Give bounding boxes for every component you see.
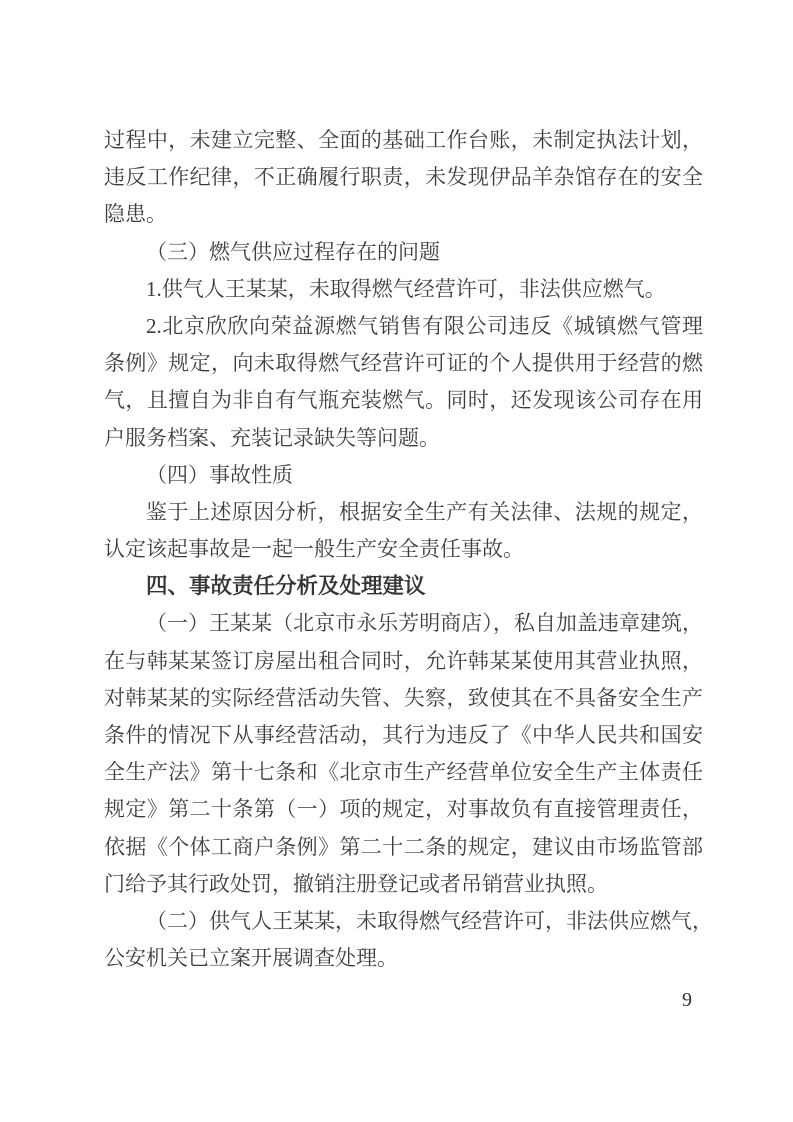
document-line: 隐患。 bbox=[104, 202, 167, 227]
section-heading-3: （三）燃气供应过程存在的问题 bbox=[146, 239, 440, 264]
document-line: 认定该起事故是一起一般生产安全责任事故。 bbox=[104, 537, 524, 562]
document-line: 违反工作纪律，不正确履行职责，未发现伊品羊杂馆存在的安全 bbox=[104, 165, 703, 190]
document-line: 对韩某某的实际经营活动失管、失察，致使其在不具备安全生产 bbox=[104, 685, 703, 710]
document-line: 公安机关已立案开展调查处理。 bbox=[104, 946, 398, 971]
document-line: 条件的情况下从事经营活动，其行为违反了《中华人民共和国安 bbox=[104, 723, 703, 747]
document-line: 门给予其行政处罚，撤销注册登记或者吊销营业执照。 bbox=[104, 871, 608, 896]
section-heading-4: （四）事故性质 bbox=[146, 462, 293, 487]
document-line: 依据《个体工商户条例》第二十二条的规定，建议由市场监管部 bbox=[104, 834, 703, 859]
document-line: 气，且擅自为非自有气瓶充装燃气。同时，还发现该公司存在用 bbox=[104, 388, 703, 413]
page-number: 9 bbox=[682, 989, 692, 1011]
document-line: 规定》第二十条第（一）项的规定，对事故负有直接管理责任， bbox=[104, 797, 703, 822]
document-line: 条例》规定，向未取得燃气经营许可证的个人提供用于经营的燃 bbox=[104, 351, 703, 376]
document-line: （一）王某某（北京市永乐芳明商店），私自加盖违章建筑， bbox=[146, 611, 703, 636]
chapter-heading-4: 四、事故责任分析及处理建议 bbox=[146, 574, 426, 599]
document-text-block bbox=[104, 122, 713, 977]
document-line: 在与韩某某签订房屋出租合同时，允许韩某某使用其营业执照， bbox=[104, 648, 703, 673]
document-line: 鉴于上述原因分析，根据安全生产有关法律、法规的规定， bbox=[146, 499, 703, 524]
document-line: 1.供气人王某某，未取得燃气经营许可，非法供应燃气。 bbox=[146, 276, 666, 301]
document-line: 过程中，未建立完整、全面的基础工作台账，未制定执法计划， bbox=[104, 128, 703, 152]
document-line: 2.北京欣欣向荣益源燃气销售有限公司违反《城镇燃气管理 bbox=[146, 313, 703, 338]
document-line: （二）供气人王某某，未取得燃气经营许可，非法供应燃气， bbox=[146, 908, 713, 933]
document-line: 全生产法》第十七条和《北京市生产经营单位安全生产主体责任 bbox=[104, 760, 703, 785]
document-line: 户服务档案、充装记录缺失等问题。 bbox=[104, 425, 440, 450]
